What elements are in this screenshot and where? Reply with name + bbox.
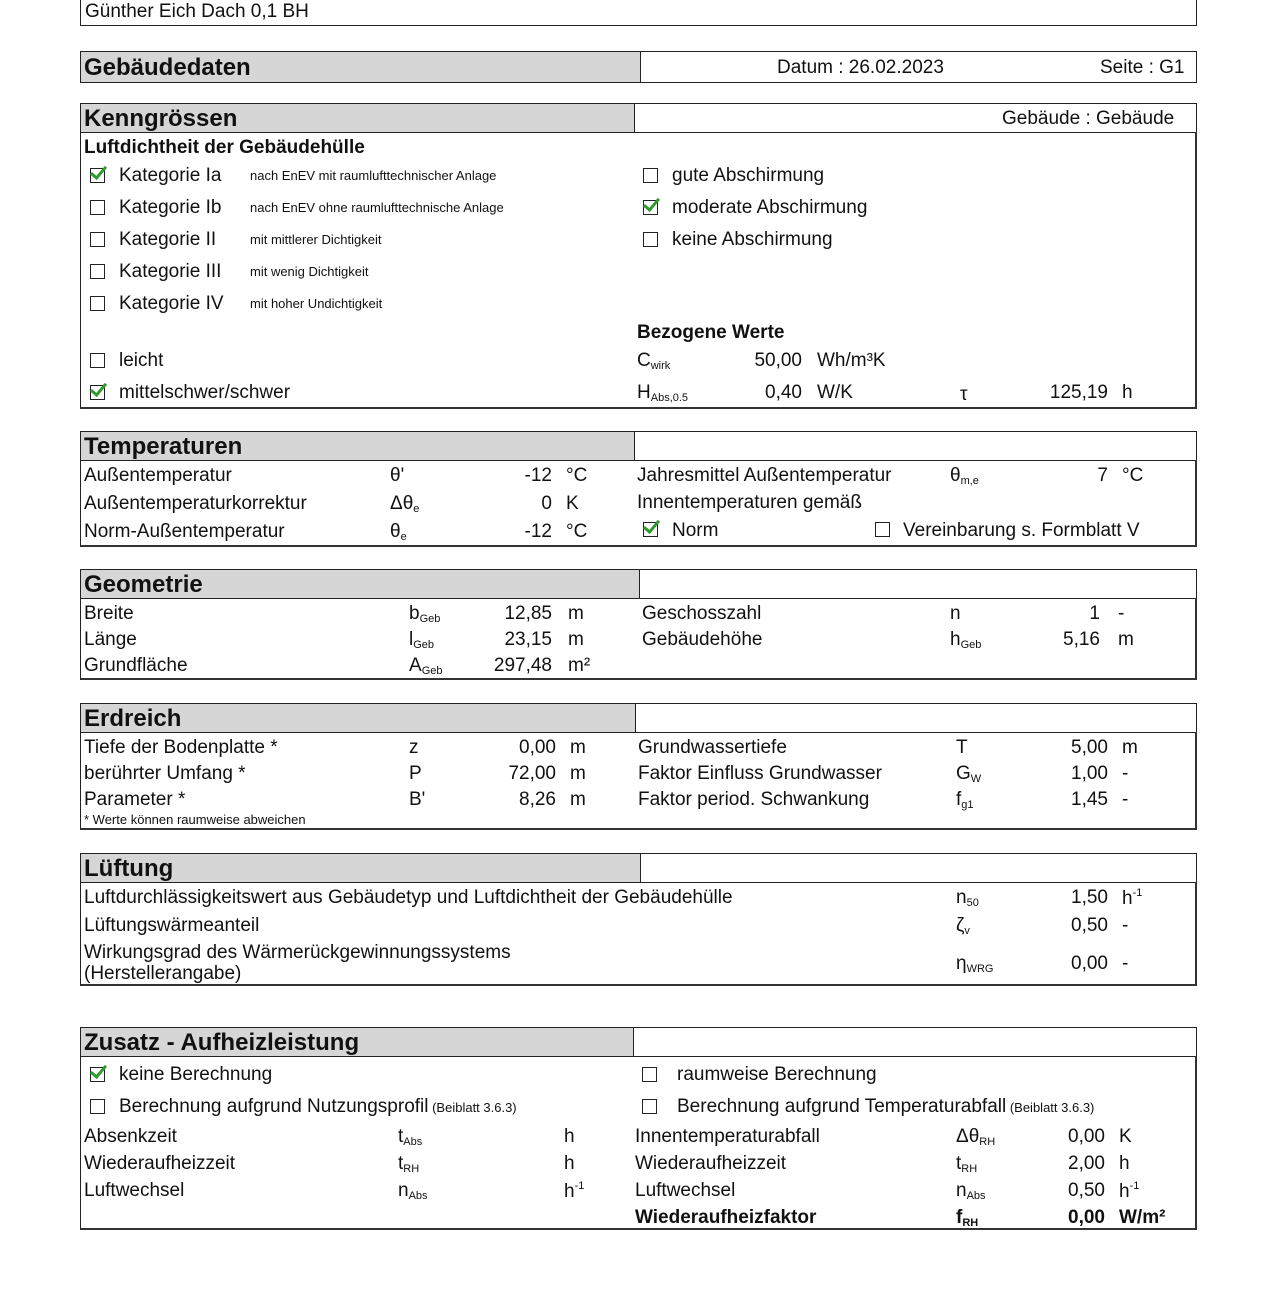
habs-symbol: $H_{Abs,0.5}$ [637, 382, 689, 404]
norm-checkbox[interactable] [643, 522, 658, 537]
heatup-row-label: Wiederaufheizzeit [635, 1153, 787, 1174]
heatup-row-label: Absenkzeit [84, 1126, 177, 1147]
kenn-title: Kenngrössen [84, 105, 238, 132]
luft-title: Lüftung [84, 855, 174, 882]
luft-unit: - [1122, 915, 1129, 936]
temp-label: Außentemperatur [84, 465, 232, 486]
heatup-row-symbol: $n_{Abs}$ [398, 1180, 428, 1202]
erd-value: 0,00 [519, 737, 556, 758]
jahres-symbol: $\theta_{m,e}$ [950, 465, 979, 487]
erd-label: Faktor Einfluss Grundwasser [638, 763, 882, 784]
heatup-row-symbol: $t_{RH}$ [956, 1153, 978, 1175]
construction-label: leicht [119, 350, 164, 371]
project-name: Günther Eich Dach 0,1 BH [85, 1, 309, 22]
temp-value: 0 [541, 493, 552, 514]
erd-symbol: z [409, 737, 419, 758]
heatup-row-label: Innentemperaturabfall [635, 1126, 820, 1147]
category-desc: mit hoher Undichtigkeit [250, 296, 383, 311]
heatup-row-symbol: $n_{Abs}$ [956, 1180, 986, 1202]
erd-unit: m [1122, 737, 1138, 758]
heatup-row-symbol: $\Delta\theta_{RH}$ [956, 1126, 996, 1148]
page-number: Seite : G1 [1100, 57, 1185, 78]
cwirk-unit: Wh/m³K [817, 350, 886, 371]
heatup-checkbox[interactable] [90, 1067, 105, 1082]
erd-label: Grundwassertiefe [638, 737, 787, 758]
geo-unit: m [1118, 629, 1134, 650]
erd-unit: - [1122, 789, 1129, 810]
habs-value: 0,40 [765, 382, 802, 403]
construction-label: mittelschwer/schwer [119, 382, 291, 403]
geo-value: 5,16 [1063, 629, 1100, 650]
erd-title: Erdreich [84, 705, 182, 732]
category-desc: nach EnEV mit raumlufttechnischer Anlage [250, 168, 497, 183]
shielding-checkbox[interactable] [643, 168, 658, 183]
heatup-row-unit: K [1119, 1126, 1132, 1147]
heatup-label: keine Berechnung [119, 1064, 273, 1085]
category-checkbox[interactable] [90, 264, 105, 279]
temp-unit: °C [566, 465, 588, 486]
page-title: Gebäudedaten [84, 54, 251, 81]
geo-label: Grundfläche [84, 655, 188, 676]
erd-symbol: B' [409, 789, 426, 810]
heatup-row-unit: h [1119, 1153, 1130, 1174]
tau-symbol: τ [960, 384, 968, 405]
heatup-row-label: Luftwechsel [635, 1180, 736, 1201]
erd-label: Tiefe der Bodenplatte * [84, 737, 278, 758]
vereinbarung-checkbox[interactable] [875, 522, 890, 537]
luft-label: Lüftungswärmeanteil [84, 915, 260, 936]
erd-unit: m [570, 789, 586, 810]
temp-unit: K [566, 493, 579, 514]
heatup-row-value: 2,00 [1068, 1153, 1105, 1174]
heatup-label: raumweise Berechnung [677, 1064, 877, 1085]
jahres-unit: °C [1122, 465, 1144, 486]
luft-value: 0,00 [1071, 953, 1108, 974]
construction-checkbox[interactable] [90, 353, 105, 368]
temp-label: Norm-Außentemperatur [84, 521, 285, 542]
luft-symbol: $n_{50}$ [956, 887, 979, 909]
temp-symbol: θ' [390, 465, 405, 486]
construction-checkbox[interactable] [90, 385, 105, 400]
geo-unit: m [568, 629, 584, 650]
geo-value: 12,85 [504, 603, 552, 624]
geo-label: Breite [84, 603, 134, 624]
bezogene-werte-title: Bezogene Werte [637, 322, 785, 343]
geo-unit: m [568, 603, 584, 624]
geo-value: 1 [1089, 603, 1100, 624]
geo-label: Länge [84, 629, 137, 650]
heatup-label: Berechnung aufgrund Temperaturabfall (Beiblatt 3.6.3) [677, 1096, 1095, 1117]
geo-label: Gebäudehöhe [642, 629, 763, 650]
erd-symbol: T [956, 737, 968, 758]
erd-symbol: $G_W$ [956, 763, 982, 785]
heatup-row-symbol: $t_{RH}$ [398, 1153, 420, 1175]
erd-symbol: P [409, 763, 422, 784]
erd-unit: m [570, 737, 586, 758]
erd-label: berührter Umfang * [84, 763, 246, 784]
jahres-label: Jahresmittel Außentemperatur [637, 465, 892, 486]
temp-title: Temperaturen [84, 433, 243, 460]
date-label: Datum : 26.02.2023 [777, 57, 944, 78]
heatup-row-value: 0,50 [1068, 1180, 1105, 1201]
erd-unit: m [570, 763, 586, 784]
zus-title: Zusatz - Aufheizleistung [84, 1029, 360, 1056]
luft-value: 1,50 [1071, 887, 1108, 908]
erd-value: 72,00 [508, 763, 556, 784]
norm-label: Norm [672, 520, 719, 541]
category-checkbox[interactable] [90, 200, 105, 215]
heatup-row-label: Wiederaufheizfaktor [635, 1207, 817, 1228]
heatup-checkbox[interactable] [642, 1099, 657, 1114]
shielding-checkbox[interactable] [643, 200, 658, 215]
category-desc: mit mittlerer Dichtigkeit [250, 232, 382, 247]
erd-label: Parameter * [84, 789, 186, 810]
erd-value: 8,26 [519, 789, 556, 810]
shielding-label: gute Abschirmung [672, 165, 825, 186]
temp-value: -12 [524, 521, 552, 542]
erd-symbol: $f_{g1}$ [956, 789, 974, 811]
category-label: Kategorie IV [119, 293, 224, 314]
jahres-value: 7 [1097, 465, 1108, 486]
geo-unit: - [1118, 603, 1125, 624]
heatup-row-unit: h [564, 1126, 575, 1147]
heatup-row-symbol: $f_{RH}$ [956, 1207, 979, 1229]
geo-symbol: n [950, 603, 961, 624]
shielding-checkbox[interactable] [643, 232, 658, 247]
luft-symbol: $\zeta_v$ [956, 915, 970, 937]
category-desc: nach EnEV ohne raumlufttechnische Anlage [250, 200, 504, 215]
tau-value: 125,19 [1049, 382, 1108, 403]
temp-symbol: $\theta_e$ [390, 521, 407, 543]
geo-symbol: $b_{Geb}$ [409, 603, 441, 625]
tau-unit: h [1122, 382, 1133, 403]
heatup-checkbox[interactable] [90, 1099, 105, 1114]
innen-label: Innentemperaturen gemäß [637, 492, 862, 513]
erd-value: 1,00 [1071, 763, 1108, 784]
category-label: Kategorie Ib [119, 197, 222, 218]
luft-value: 0,50 [1071, 915, 1108, 936]
geo-label: Geschosszahl [642, 603, 762, 624]
heatup-checkbox[interactable] [642, 1067, 657, 1082]
category-checkbox[interactable] [90, 232, 105, 247]
erd-value: 1,45 [1071, 789, 1108, 810]
geo-body [80, 598, 1197, 680]
erd-value: 5,00 [1071, 737, 1108, 758]
vereinbarung-label: Vereinbarung s. Formblatt V [903, 520, 1140, 541]
kenn-gebaeude: Gebäude : Gebäude [1002, 108, 1175, 129]
heatup-label: Berechnung aufgrund Nutzungsprofil (Beiblatt 3.6.3) [119, 1096, 517, 1117]
heatup-row-unit: $h^{-1}$ [564, 1180, 585, 1202]
heatup-row-unit: W/m² [1119, 1207, 1166, 1228]
luft-unit: - [1122, 953, 1129, 974]
category-checkbox[interactable] [90, 168, 105, 183]
category-checkbox[interactable] [90, 296, 105, 311]
erd-unit: - [1122, 763, 1129, 784]
geo-symbol: $h_{Geb}$ [950, 629, 982, 651]
kenn-subtitle: Luftdichtheit der Gebäudehülle [84, 137, 365, 158]
geo-value: 23,15 [504, 629, 552, 650]
cwirk-value: 50,00 [754, 350, 802, 371]
category-label: Kategorie III [119, 261, 222, 282]
habs-unit: W/K [817, 382, 853, 403]
heatup-row-unit: $h^{-1}$ [1119, 1180, 1140, 1202]
temp-unit: °C [566, 521, 588, 542]
heatup-row-symbol: $t_{Abs}$ [398, 1126, 423, 1148]
temp-value: -12 [524, 465, 552, 486]
geo-value: 297,48 [493, 655, 552, 676]
luft-label: Luftdurchlässigkeitswert aus Gebäudetyp und Luftdichtheit der Gebäudehülle [84, 887, 733, 908]
category-desc: mit wenig Dichtigkeit [250, 264, 369, 279]
erd-footnote: * Werte können raumweise abweichen [84, 812, 306, 827]
shielding-label: moderate Abschirmung [672, 197, 868, 218]
temp-label: Außentemperaturkorrektur [84, 493, 307, 514]
heatup-row-label: Luftwechsel [84, 1180, 185, 1201]
cwirk-symbol: $C_{wirk}$ [637, 350, 671, 372]
heatup-row-value: 0,00 [1068, 1126, 1105, 1147]
temp-symbol: $\Delta\theta_e$ [390, 493, 420, 515]
category-label: Kategorie II [119, 229, 217, 250]
heatup-row-unit: h [564, 1153, 575, 1174]
luft-label: Wirkungsgrad des Wärmerückgewinnungssystems [84, 942, 511, 963]
luft-label: (Herstellerangabe) [84, 963, 242, 984]
heatup-row-label: Wiederaufheizzeit [84, 1153, 236, 1174]
geo-symbol: $A_{Geb}$ [409, 655, 443, 677]
luft-unit: $h^{-1}$ [1122, 887, 1143, 909]
erd-label: Faktor period. Schwankung [638, 789, 870, 810]
geo-symbol: $l_{Geb}$ [409, 629, 435, 651]
heatup-row-value: 0,00 [1068, 1207, 1105, 1228]
luft-symbol: $\eta_{WRG}$ [956, 953, 994, 975]
geo-title: Geometrie [84, 571, 203, 598]
geo-unit: m² [568, 655, 591, 676]
category-label: Kategorie Ia [119, 165, 222, 186]
shielding-label: keine Abschirmung [672, 229, 833, 250]
